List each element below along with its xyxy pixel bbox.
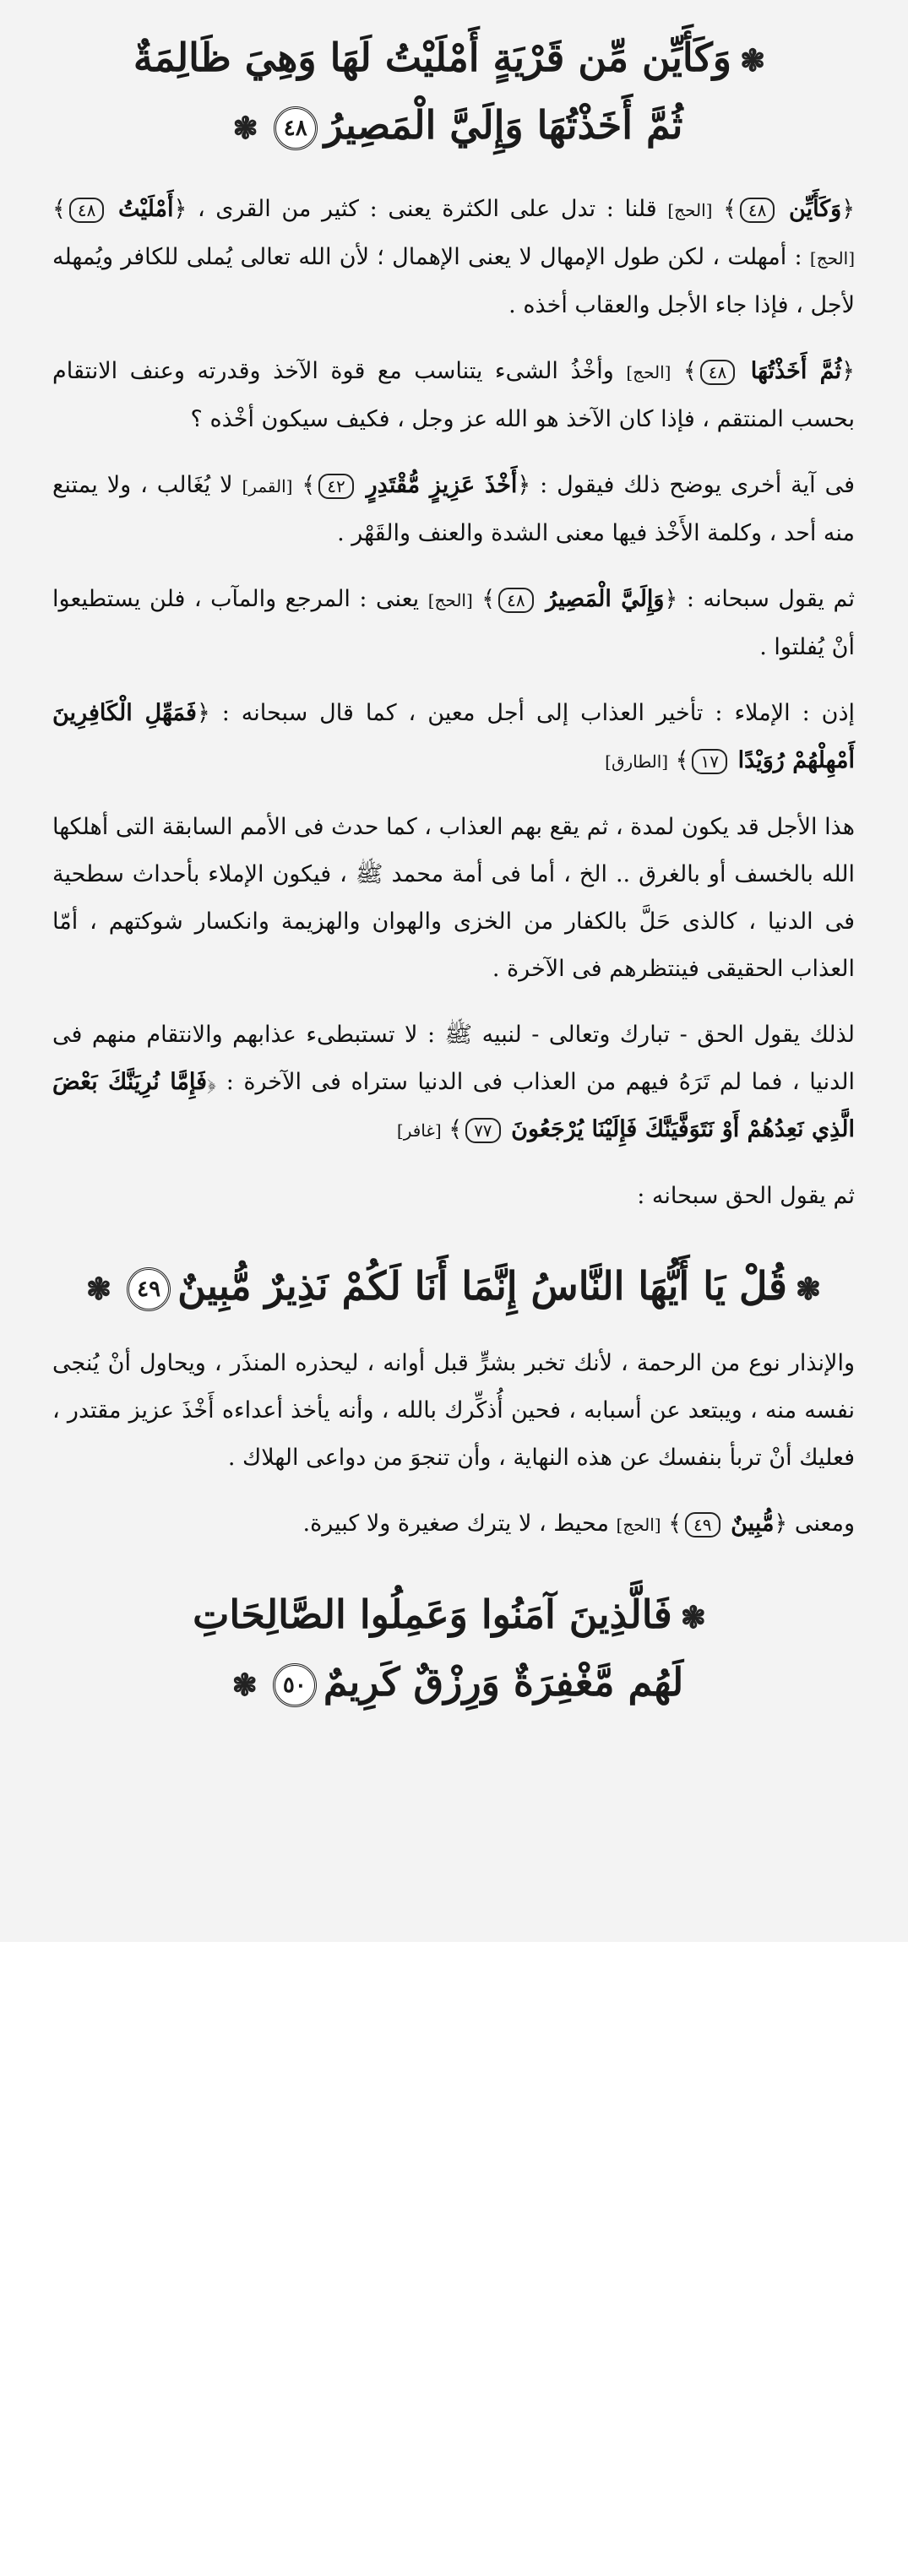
text: والإنذار نوع من الرحمة ، لأنك تخبر بشرٍّ قبل أوانه ، ليحذره المنذَر ، ويحاول أنْ يُنجى نفسه منه ، ويبتعد عن أسبابه ، فحين أُذكِّرك بالله ، وأنه يأخذ أعداءه أَخْذَ عزيز مقتدر ، فعليك أنْ تربأ بنفسك عن هذه النهاية ، وأن تنجوَ من دواعى الهلاك .	[52, 1350, 855, 1471]
ayah-number: ٤٨	[740, 198, 775, 223]
ayah-number: ٤٨	[700, 360, 735, 385]
quote: وَكَأَيِّن	[789, 196, 842, 222]
ayah-number: ٤٩	[127, 1267, 171, 1311]
verse-text: قُلْ يَا أَيُّهَا النَّاسُ إِنَّمَا أَنَا لَكُمْ نَذِيرٌ مُّبِينٌ	[177, 1263, 787, 1309]
ornament-left-icon: ❃	[231, 1668, 258, 1703]
paragraph: ﴿وَكَأَيِّن ٤٨﴾ [الحج] قلنا : تدل على الكثرة يعنى : كثير من القرى ، ﴿أَمْلَيْتُ ٤٨﴾ [الحج] : أمهلت ، لكن طول الإمهال لا يعنى الإهمال ؛ لأن الله تعالى يُملى للكافر ويُمهله لأجل ، فإذا جاء الأجل والعقاب أخذه .	[52, 196, 856, 318]
paragraph: فى آية أخرى يوضح ذلك فيقول : ﴿أَخْذَ عَزِيزٍ مُّقْتَدِرٍ ٤٢﴾ [القمر] لا يُغَالب ، ولا يمتنع منه أحد ، وكلمة الأَخْذ فيها معنى الشدة والعنف والقَهْر .	[52, 472, 855, 546]
paragraph: إذن : الإملاء : تأخير العذاب إلى أجل معين ، كما قال سبحانه : ﴿فَمَهِّلِ الْكَافِرِينَ أَمْهِلْهُمْ رُوَيْدًا ١٧﴾ [الطارق]	[52, 700, 856, 773]
text: يعنى : المرجع والمآب ، فلن يستطيعوا أنْ يُفلتوا .	[52, 586, 855, 660]
verse-line	[52, 25, 855, 93]
surah-ref: [الحج]	[427, 590, 473, 610]
ornament-left-icon: ❃	[85, 1272, 112, 1307]
ayah-number: ٤٢	[318, 474, 353, 499]
surah-ref: [الحج]	[667, 200, 713, 220]
surah-ref: [الطارق]	[605, 751, 669, 772]
ayah-number: ٤٩	[685, 1512, 720, 1537]
text: لا يُغَالب ، ولا يمتنع منه أحد ، وكلمة الأَخْذ فيها معنى الشدة والعنف والقَهْر .	[52, 472, 855, 546]
quote: فَإِمَّا نُرِيَنَّكَ بَعْضَ الَّذِي نَعِدُهُمْ أَوْ نَتَوَفَّيَنَّكَ فَإِلَيْنَا يُرْجَعُونَ	[52, 1069, 855, 1142]
paragraph: ومعنى ﴿مُّبِينٌ ٤٩﴾ [الحج] محيط ، لا يترك صغيرة ولا كبيرة.	[302, 1510, 855, 1537]
verse-text: لَهُم مَّغْفِرَةٌ وَرِزْقٌ كَرِيمٌ	[323, 1659, 684, 1705]
quote: أَمْلَيْتُ	[117, 196, 174, 222]
paragraph	[52, 1173, 855, 1220]
surah-ref: [الحج]	[626, 362, 671, 382]
quote: فَمَهِّلِ الْكَافِرِينَ أَمْهِلْهُمْ رُوَيْدًا	[52, 700, 855, 773]
text: لذلك يقول الحق - تبارك وتعالى - لنبيه ﷺ : لا تستبطىء عذابهم والانتقام منهم فى الدنيا ، فما لم تَرَهُ فيهم من العذاب فى الدنيا ستراه فى الآخرة :	[52, 1022, 855, 1095]
paragraph: ثم يقول سبحانه : ﴿وَإِلَيَّ الْمَصِيرُ ٤٨﴾ [الحج] يعنى : المرجع والمآب ، فلن يستطيعوا أنْ يُفلتوا .	[52, 586, 856, 660]
ornament-left-icon: ❃	[232, 111, 258, 146]
text: محيط ، لا يترك صغيرة ولا كبيرة.	[302, 1510, 609, 1537]
verse-block-48	[52, 25, 855, 160]
surah-ref: [الحج]	[809, 248, 855, 268]
ornament-right-icon: ❃	[680, 1600, 706, 1635]
ayah-number: ١٧	[692, 749, 726, 774]
verse-line	[52, 93, 855, 160]
text: إذن : الإملاء : تأخير العذاب إلى أجل معين ، كما قال سبحانه :	[221, 700, 856, 726]
surah-ref: [الحج]	[616, 1515, 661, 1535]
ornament-right-icon: ❃	[740, 43, 766, 79]
surah-ref: [غافر]	[396, 1120, 442, 1141]
verse-block-49	[52, 1254, 855, 1321]
quote: مُّبِينٌ	[731, 1510, 775, 1537]
text: وأخْذُ الشىء يتناسب مع قوة الآخذ وقدرته وعنف الانتقام بحسب المنتقم ، فإذا كان الآخذ هو الله عز وجل ، فكيف سيكون أخْذه ؟	[52, 358, 855, 432]
verse-text: وَكَأَيِّن مِّن قَرْيَةٍ أَمْلَيْتُ لَهَا وَهِيَ ظَالِمَةٌ	[133, 35, 731, 80]
verse-line	[52, 1582, 855, 1650]
verse-block-50	[52, 1582, 855, 1717]
text: فى آية أخرى يوضح ذلك فيقول :	[540, 472, 855, 498]
ayah-number: ٤٨	[69, 198, 104, 223]
text: هذا الأجل قد يكون لمدة ، ثم يقع بهم العذاب ، كما حدث فى الأمم السابقة التى أهلكها الله بالخسف أو بالغرق .. الخ ، أما فى أمة محمد ﷺ ، فيكون الإملاء بأحداث سطحية فى الدنيا ، كالذى حَلَّ بالكفار من الخزى والهوان والهزيمة وانكسار شوكتهم ، أمّا العذاب الحقيقى فينتظرهم فى الآخرة .	[52, 814, 855, 982]
verse-line	[52, 1650, 855, 1717]
verse-text: ثُمَّ أَخَذْتُهَا وَإِلَيَّ الْمَصِيرُ	[324, 102, 683, 148]
text: ثم يقول الحق سبحانه :	[637, 1183, 855, 1209]
quote: أَخْذَ عَزِيزٍ مُّقْتَدِرٍ	[366, 472, 518, 498]
text: : أمهلت ، لكن طول الإمهال لا يعنى الإهمال ؛ لأن الله تعالى يُملى للكافر ويُمهله لأجل ، فإذا جاء الأجل والعقاب أخذه .	[52, 244, 855, 318]
verse-text: فَالَّذِينَ آمَنُوا وَعَمِلُوا الصَّالِحَاتِ	[193, 1592, 672, 1637]
page-content	[52, 17, 855, 1717]
paragraph: لذلك يقول الحق - تبارك وتعالى - لنبيه ﷺ : لا تستبطىء عذابهم والانتقام منهم فى الدنيا ، فما لم تَرَهُ فيهم من العذاب فى الدنيا ستراه فى الآخرة : ﴿فَإِمَّا نُرِيَنَّكَ بَعْضَ الَّذِي نَعِدُهُمْ أَوْ نَتَوَفَّيَنَّكَ فَإِلَيْنَا يُرْجَعُونَ ٧٧﴾ [غافر]	[52, 1022, 855, 1142]
ayah-number: ٥٠	[273, 1663, 317, 1707]
paragraph: ﴿ثُمَّ أَخَذْتُهَا ٤٨﴾ [الحج] وأخْذُ الشىء يتناسب مع قوة الآخذ وقدرته وعنف الانتقام بحسب المنتقم ، فإذا كان الآخذ هو الله عز وجل ، فكيف سيكون أخْذه ؟	[52, 358, 855, 432]
quote: وَإِلَيَّ الْمَصِيرُ	[546, 586, 665, 612]
paragraph	[52, 804, 855, 993]
text: قلنا : تدل على الكثرة يعنى : كثير من القرى ،	[197, 196, 657, 222]
ayah-number: ٧٧	[465, 1118, 500, 1143]
ayah-number: ٤٨	[274, 106, 318, 150]
quote: ثُمَّ أَخَذْتُهَا	[750, 358, 842, 384]
paragraph	[52, 1340, 855, 1482]
ayah-number: ٤٨	[498, 588, 533, 613]
verse-line	[52, 1254, 855, 1321]
surah-ref: [القمر]	[242, 476, 293, 496]
ornament-right-icon: ❃	[795, 1272, 822, 1307]
text: ثم يقول سبحانه :	[686, 586, 856, 612]
text: ومعنى	[794, 1510, 855, 1537]
